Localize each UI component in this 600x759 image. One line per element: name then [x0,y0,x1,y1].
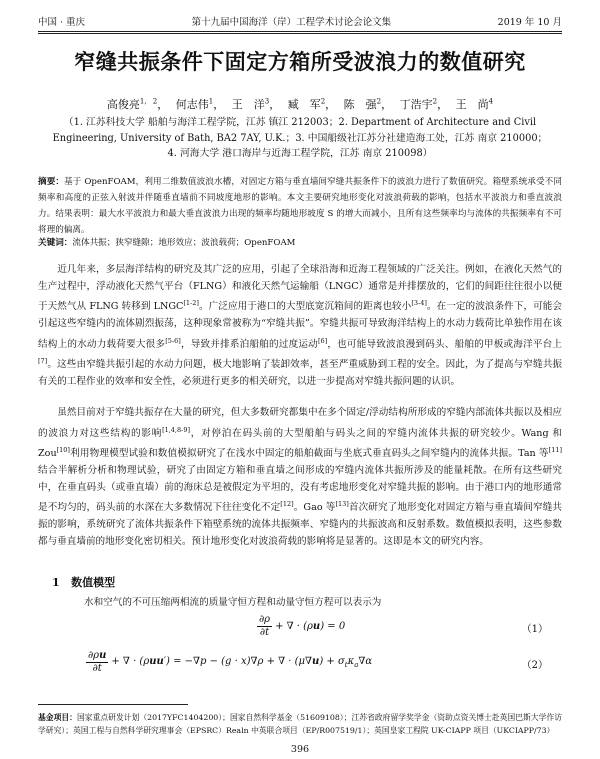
page-number: 396 [290,744,310,755]
footnote-rule [38,704,188,705]
citation: [7] [38,357,48,366]
citation: [3-4] [411,299,427,308]
citation: [13] [335,500,349,509]
header-location: 中国 · 重庆 [38,17,86,28]
abstract-label: 摘要： [38,177,65,187]
author-list: 高俊亮$^{1, 2}$， 何志伟$^1$， 王 洋$^3$， 臧 军$^2$， 陈 强$^2$， 丁浩宇$^2$， 王 尚$^4$ [106,97,494,111]
funding-footnote [38,712,562,737]
abstract [38,174,562,238]
paragraph-review: 虽然目前对于窄缝共振存在大量的研究，但大多数研究都集中在多个固定/浮动结构所形成的窄缝内部流体共振以及相应的波浪力对这些结构的影响[1,4,8-9]，对停泊在码头前的大型船舶与码头之间的窄缝内流体共振的研究较少。Wang 和 Zou[10]利用物理模型试验和数值模拟研究了在浅水中固定的船舶截面与坐底式垂直码头之间窄缝内的流体共振。Tan 等[11]结合半解析分析和物理试验，研究了由固定方箱和垂直墙之间形成的窄缝内流体共振所涉及的能量耗散。在所有这些研究中，在垂直码头（或垂直墙）前的海床总是被假定为平坦的，没有考虑地形变化对窄缝共振的影响。由于港口内的地形通常是不均匀的，码头前的水深在大多数情况下往往变化不定[12]。Gao 等[13]首次研究了地形变化对固定方箱与垂直墙间窄缝共振的影响，系统研究了流体共振条件下箱壁系统的流体共振频率、窄缝内的共振波高和反射系数。数值模拟表明，这些参数都与垂直墙前的地形变化密切相关。预计地形变化对波浪荷载的影响将是显著的。这即是本文的研究内容。 [38,407,563,547]
author: 丁浩宇$^2$ [399,97,438,111]
header-rule-thin [38,33,562,34]
section-title: 数值模型 [71,576,116,589]
citation: [1-2] [183,299,199,308]
author: 王 洋$^3$ [231,97,270,111]
keywords [38,236,562,248]
header-date: 2019 年 10 月 [497,17,562,28]
equation-number: （2） [521,660,548,671]
affiliations [38,115,562,162]
affiliation-line: Engineering, University of Bath, BA2 7AY, U.K.；3. 中国船级社江苏分社建造海工处，江苏 南京 210000； [52,132,548,144]
section-heading [52,574,115,590]
equation-continuity: $\frac{\partial\rho}{\partial t}$ + ∇ · (ρu) = 0 [259,614,346,638]
affiliation-line: （1. 江苏科技大学 船舶与海洋工程学院，江苏 镇江 212003；2. Department of Architecture and Civil [63,117,537,128]
footnote-text: 国家重点研发计划（2017YFC1404200）；国家自然科学基金（51609108）；江苏省政府留学奖学金（资助点资关博士赴英国巴斯大学作访学研究）；英国工程与自然科学研究理事会（EPSRC）Realn 中英联合项目（EP/R007519/1）；英国皇家工程院 UK-CIAPP 项目（UKCIAPP/73） [38,713,563,735]
citation: [11] [548,446,562,455]
equation-number: （1） [521,624,548,635]
citation: [1,4,8-9] [162,425,191,434]
citation: [5-6] [165,336,181,345]
author: 何志伟$^1$ [175,97,214,111]
abstract-text: 基于 OpenFOAM，利用二维数值波浪水槽，对固定方箱与垂直墙间窄缝共振条件下的波浪力进行了数值研究。箱壁系统承受不同频率和高度的正弦入射波并伴随垂直墙前不同坡度地形的影响。本文主要研究地形变化对波浪荷载的影响，包括水平波浪力和垂直波浪力。结果表明：最大水平波浪力和最大垂直波浪力出现的频率均随地形坡度 S 的增大而减小，且所有这些频率均与流体的共振频率有不可将理的偏离。 [38,177,562,235]
author: 王 尚$^4$ [455,97,494,111]
section-number: 1 [52,576,60,589]
keywords-label: 关键词： [38,238,73,248]
citation: [6] [317,336,328,345]
running-header [38,14,562,28]
author: 高俊亮$^{1, 2}$ [106,97,158,111]
citation: [10] [56,446,70,455]
paragraph-intro: 近几年来，多层海洋结构的研究及其广泛的应用，引起了全球沿海和近海工程领域的广泛关注。例如，在液化天然气的生产过程中，浮动液化天然气平台（FLNG）和液化天然气运输船（LNGC）通常是并排摆放的，它们的间距往往很小以便于天然气从 FLNG 转移到 LNGC[1-2]。广泛应用于港口的大型底宽沉箱间的距离也较小[3-4]。在一定的波浪条件下，可能会引起这些窄缝内的流体剧烈振荡，这种现象常被称为“窄缝共振”。窄缝共振可导致海洋结构上的水动力载荷比单独作用在该结构上的水动力载荷要大很多[5-6]，导致并排系泊船舶的过度运动[6]，也可能导致波浪漫到码头、船舶的甲板或海洋平台上[7]。这些由窄缝共振引起的水动力问题，极大地影响了装卸效率，甚至严重威胁到工程的安全。因此，为了提高与窄缝共振有关的工程作业的效率和安全性，必须进行更多的相关研究，以进一步提高对窄缝共振问题的认识。 [38,264,563,388]
equation-intro: 水和空气的不可压缩两相流的质量守恒方程和动量守恒方程可以表示为 [84,597,382,608]
equation-momentum: $\frac{\partial\rho u}{\partial t}$ + ∇ · (ρuu′) = −∇p − (g · x)∇ρ + ∇ · $(\mu\nabla u) + \sigma_t\kappa_a\nabla\alpha$ [88,650,373,674]
paper-title: 窄缝共振条件下固定方箱所受波浪力的数值研究 [74,49,526,74]
keywords-text: 流体共振；狭窄缝隙；地形效应；波浪载荷；OpenFOAM [72,238,296,248]
affiliation-line: 4. 河海大学 港口海岸与近海工程学院，江苏 南京 210098） [167,148,433,159]
author: 陈 强$^2$ [343,97,382,111]
header-proceedings: 第十九届中国海洋（岸）工程学术讨论会论文集 [191,17,392,28]
footnote-label: 基金项目： [38,713,77,722]
author: 臧 军$^2$ [287,97,326,111]
header-rule [38,31,562,32]
citation: [12] [280,500,294,509]
